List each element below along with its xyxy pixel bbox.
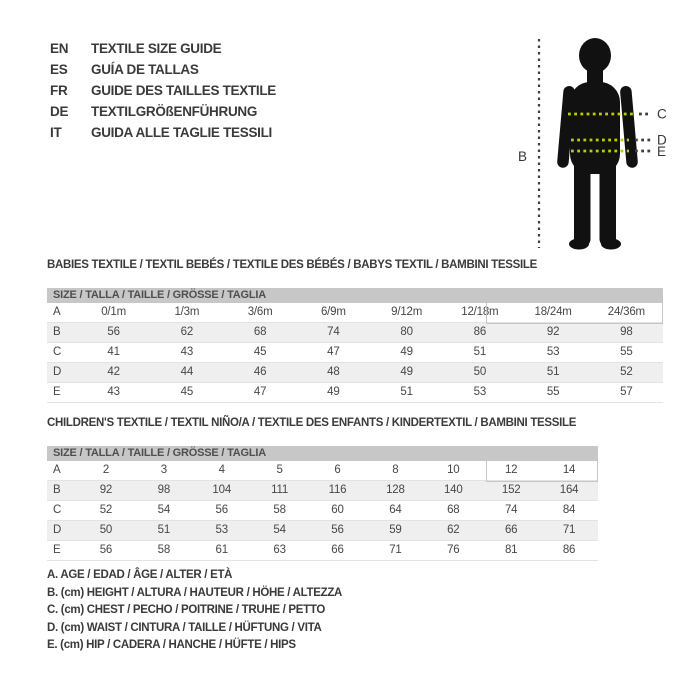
children-size-header: SIZE / TALLA / TAILLE / GRÖSSE / TAGLIA [47,446,598,461]
size-cell: 54 [273,524,286,536]
babies-size-header: SIZE / TALLA / TAILLE / GRÖSSE / TAGLIA [47,288,663,303]
language-title: GUIDE DES TAILLES TEXTILE [91,83,277,98]
size-table-row [47,461,598,481]
size-cell: 0/1m [101,306,127,318]
child-silhouette-svg [500,25,675,260]
size-cell: 12 [504,464,518,476]
size-cell: 49 [327,386,340,398]
legend-line: E. (cm) HIP / CADERA / HANCHE / HÜFTE / HIPS [47,639,296,651]
size-table-row [47,521,598,541]
babies-size-table [47,303,663,403]
size-row-label: A [53,464,61,476]
waist-label: D [657,132,667,148]
size-cell: 140 [443,484,463,496]
size-cell: 52 [99,504,113,516]
size-cell: 56 [215,504,228,516]
size-table-row [47,383,663,403]
size-cell: 52 [620,366,633,378]
legend-line: C. (cm) CHEST / PECHO / POITRINE / TRUHE / PETTO [47,604,326,616]
size-cell: 6/9m [320,306,346,318]
legend-line: B. (cm) HEIGHT / ALTURA / HAUTEUR / HÖHE / ALTEZZA [47,586,343,599]
size-cell: 56 [331,524,344,536]
size-cell: 80 [400,326,413,338]
size-cell: 74 [327,326,340,338]
size-cell: 51 [546,366,560,378]
size-cell: 111 [271,484,289,496]
size-cell: 63 [273,544,286,556]
size-cell: 57 [620,386,633,398]
size-cell: 47 [327,346,340,358]
size-cell: 8 [392,464,399,476]
measurement-legend [47,567,342,655]
size-cell: 41 [107,346,120,358]
size-cell: 43 [180,346,194,358]
size-cell: 61 [215,544,228,556]
chest-label: C [657,106,667,122]
language-code: DE [50,104,69,119]
size-row-label: E [53,386,61,398]
size-table-row [47,323,663,343]
language-row [50,38,276,59]
size-row-label: C [53,504,62,516]
size-cell: 71 [562,524,576,536]
size-cell: 5 [276,464,283,476]
size-cell: 50 [99,524,113,536]
size-cell: 164 [559,484,579,496]
size-cell: 45 [180,386,194,398]
language-title: TEXTILE SIZE GUIDE [91,41,222,56]
size-cell: 4 [218,464,225,476]
size-cell: 104 [212,484,232,496]
size-cell: 1/3m [174,306,200,318]
size-cell: 51 [400,386,413,398]
size-row-label: B [53,484,61,496]
size-cell: 9/12m [391,306,423,318]
size-cell: 54 [157,504,171,516]
size-cell: 59 [389,524,402,536]
language-row [50,80,276,101]
size-cell: 18/24m [534,306,572,318]
size-table-row [47,343,663,363]
size-cell: 152 [501,484,521,496]
children-table-title: CHILDREN'S TEXTILE / TEXTIL NIÑO/A / TEXTILE DES ENFANTS / KINDERTEXTIL / BAMBINI TESSILE [47,417,577,429]
size-cell: 14 [562,464,576,476]
children-size-table [47,461,598,561]
language-row [50,101,276,122]
children-textile-section [47,417,598,561]
size-row-label: B [53,326,61,338]
size-cell: 56 [99,544,113,556]
size-cell: 49 [400,346,413,358]
size-table-row [47,541,598,561]
size-cell: 53 [215,524,228,536]
size-cell: 116 [328,484,347,496]
size-cell: 66 [504,524,518,536]
language-code: IT [50,125,62,140]
size-cell: 74 [504,504,518,516]
size-cell: 42 [107,366,120,378]
size-cell: 76 [447,544,460,556]
size-table-row [47,481,598,501]
size-cell: 46 [253,366,267,378]
size-cell: 98 [157,484,171,496]
size-cell: 55 [546,386,560,398]
size-row-label: D [53,524,62,536]
size-cell: 3/6m [247,306,273,318]
language-row [50,59,276,80]
size-cell: 71 [389,544,402,556]
height-label: B [518,149,528,164]
size-cell: 51 [473,346,487,358]
size-cell: 86 [473,326,487,338]
size-cell: 12/18m [461,306,499,318]
size-cell: 92 [99,484,113,496]
size-table-row [47,501,598,521]
size-row-label: A [53,306,61,318]
size-cell: 47 [253,386,267,398]
size-cell: 128 [386,484,405,496]
size-cell: 92 [546,326,560,338]
legend-line: D. (cm) WAIST / CINTURA / TAILLE / HÜFTUNG / VITA [47,621,322,634]
language-title: GUIDA ALLE TAGLIE TESSILI [91,125,272,140]
size-cell: 60 [331,504,344,516]
size-cell: 62 [180,326,194,338]
child-figure [500,25,675,260]
size-cell: 51 [157,524,171,536]
language-title: TEXTILGRÖßENFÜHRUNG [91,104,258,119]
size-table-row [47,363,663,383]
babies-textile-section [47,259,663,403]
child-silhouette [557,38,639,250]
size-row-label: E [53,544,61,556]
size-cell: 81 [504,544,518,556]
language-row [50,122,276,143]
size-cell: 6 [334,464,341,476]
size-cell: 66 [331,544,344,556]
size-row-label: D [53,366,62,378]
size-cell: 55 [620,346,633,358]
size-cell: 43 [107,386,120,398]
size-table-row [47,303,663,323]
size-cell: 58 [273,504,286,516]
size-cell: 62 [447,524,460,536]
size-cell: 58 [157,544,171,556]
language-title: GUÍA DE TALLAS [91,62,199,77]
size-cell: 24/36m [607,306,645,318]
size-cell: 68 [253,326,267,338]
size-cell: 98 [620,326,633,338]
size-cell: 64 [389,504,402,516]
size-cell: 53 [473,386,487,398]
size-cell: 53 [546,346,560,358]
size-cell: 3 [160,464,167,476]
size-cell: 56 [107,326,120,338]
size-cell: 84 [562,504,576,516]
size-cell: 10 [447,464,460,476]
size-cell: 2 [102,464,110,476]
language-title-list [50,38,276,143]
size-cell: 68 [447,504,460,516]
size-cell: 50 [473,366,487,378]
language-code: FR [50,83,68,98]
size-cell: 49 [400,366,413,378]
language-code: EN [50,41,69,56]
size-row-label: C [53,346,62,358]
size-cell: 86 [562,544,576,556]
hip-label: E [657,144,667,159]
size-cell: 45 [253,346,267,358]
size-cell: 44 [180,366,194,378]
language-code: ES [50,62,68,77]
babies-table-title: BABIES TEXTILE / TEXTIL BEBÉS / TEXTILE DES BÉBÉS / BABYS TEXTIL / BAMBINI TESSILE [47,259,537,271]
size-cell: 48 [327,366,340,378]
legend-line: A. AGE / EDAD / ÂGE / ALTER / ETÀ [47,569,233,581]
